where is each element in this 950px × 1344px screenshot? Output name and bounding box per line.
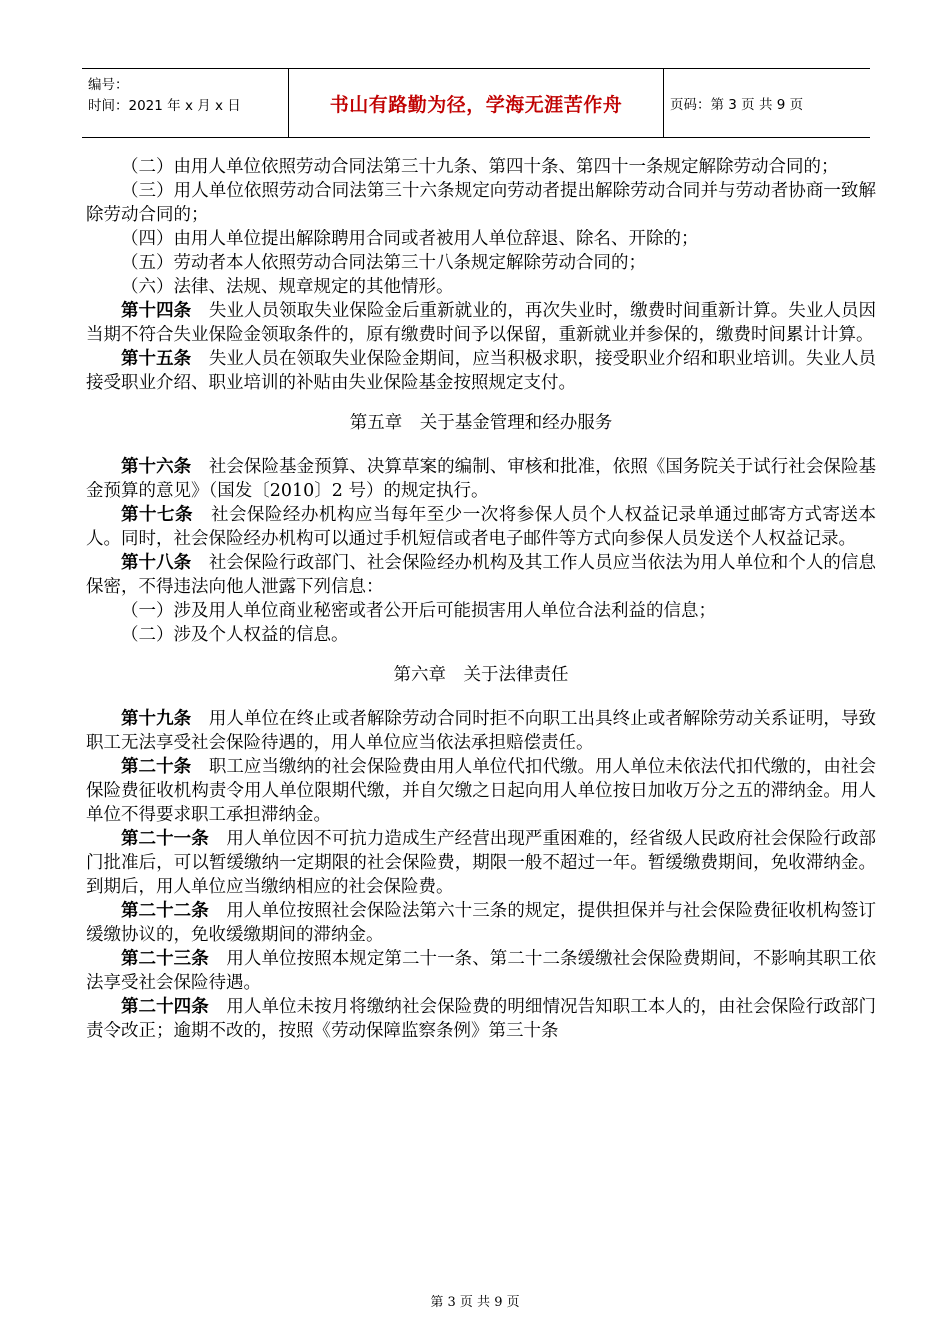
article-label: 第十五条 [121,349,192,369]
article-paragraph [86,503,876,551]
list-item-paragraph: （五）劳动者本人依照劳动合同法第三十八条规定解除劳动合同的； [121,253,646,273]
header-time: 时间：2021 年 x 月 x 日 [88,98,241,114]
article-label: 第十八条 [121,553,192,573]
header-number: 编号： [88,77,129,93]
article-text: 用人单位按照社会保险法第六十三条的规定，提供担保并与社会保险费征收机构签订缓缴协议的，免收缓缴期间的滞纳金。 [86,901,877,945]
article-label: 第十六条 [121,457,192,477]
article-text: 用人单位在终止或者解除劳动合同时拒不向职工出具终止或者解除劳动关系证明，导致职工无法享受社会保险待遇的，用人单位应当依法承担赔偿责任。 [86,709,877,753]
article-paragraph [86,995,876,1043]
article-paragraph [86,347,876,395]
article-paragraph [86,947,876,995]
article-text: 失业人员在领取失业保险金期间，应当积极求职，接受职业介绍和职业培训。失业人员接受职业介绍、职业培训的补贴由失业保险基金按照规定支付。 [86,349,877,393]
header-table [82,68,870,138]
list-item-paragraph: （二）涉及个人权益的信息。 [121,625,349,645]
article-label: 第十七条 [121,505,193,525]
header-meta [82,69,288,137]
article-text: 用人单位因不可抗力造成生产经营出现严重困难的，经省级人民政府社会保险行政部门批准后，可以暂缓缴纳一定期限的社会保险费，期限一般不超过一年。暂缓缴费期间，免收滞纳金。到期后，用人单位应当缴纳相应的社会保险费。 [86,829,877,897]
article-label: 第二十一条 [121,829,209,849]
list-item-paragraph: （一）涉及用人单位商业秘密或者公开后可能损害用人单位合法利益的信息； [121,601,716,621]
article-paragraph [86,299,876,347]
article-label: 第二十四条 [121,997,209,1017]
article-paragraph [86,707,876,755]
list-item-paragraph: （六）法律、法规、规章规定的其他情形。 [121,277,454,297]
article-text: 社会保险基金预算、决算草案的编制、审核和批准，依照《国务院关于试行社会保险基金预算的意见》（国发〔2010〕2 号）的规定执行。 [86,457,877,501]
list-item-paragraph: （三）用人单位依照劳动合同法第三十六条规定向劳动者提出解除劳动合同并与劳动者协商一致解除劳动合同的； [86,181,876,225]
page-footer: 第 3 页 共 9 页 [430,1295,520,1310]
article-text: 用人单位未按月将缴纳社会保险费的明细情况告知职工本人的，由社会保险行政部门责令改正；逾期不改的，按照《劳动保障监察条例》第三十条 [86,997,877,1041]
article-text: 社会保险行政部门、社会保险经办机构及其工作人员应当依法为用人单位和个人的信息保密，不得违法向他人泄露下列信息： [86,553,877,597]
article-label: 第二十条 [121,757,192,777]
article-paragraph [86,899,876,947]
chapter-heading: 第六章 关于法律责任 [393,665,569,685]
article-label: 第十九条 [121,709,192,729]
document-body [86,155,876,1043]
article-text: 用人单位按照本规定第二十一条、第二十二条缓缴社会保险费期间，不影响其职工依法享受社会保险待遇。 [86,949,877,993]
article-paragraph [86,455,876,503]
article-text: 失业人员领取失业保险金后重新就业的，再次失业时，缴费时间重新计算。失业人员因当期不符合失业保险金领取条件的，原有缴费时间予以保留，重新就业并参保的，缴费时间累计计算。 [86,301,877,345]
list-item-paragraph: （二）由用人单位依照劳动合同法第三十九条、第四十条、第四十一条规定解除劳动合同的； [121,157,839,177]
article-label: 第二十三条 [121,949,209,969]
chapter-heading: 第五章 关于基金管理和经办服务 [349,413,613,433]
article-text: 职工应当缴纳的社会保险费由用人单位代扣代缴。用人单位未依法代扣代缴的，由社会保险费征收机构责令用人单位限期代缴，并自欠缴之日起向用人单位按日加收万分之五的滞纳金。用人单位不得要求职工承担滞纳金。 [86,757,877,825]
header-page: 页码：第 3 页 共 9 页 [670,97,804,113]
article-text: 社会保险经办机构应当每年至少一次将参保人员个人权益记录单通过邮寄方式寄送本人。同时，社会保险经办机构可以通过手机短信或者电子邮件等方式向参保人员发送个人权益记录。 [86,505,877,549]
article-paragraph [86,755,876,827]
article-label: 第二十二条 [121,901,209,921]
article-label: 第十四条 [121,301,192,321]
list-item-paragraph: （四）由用人单位提出解除聘用合同或者被用人单位辞退、除名、开除的； [121,229,699,249]
article-paragraph [86,551,876,599]
header-motto: 书山有路勤为径，学海无涯苦作舟 [288,69,664,137]
article-paragraph [86,827,876,899]
